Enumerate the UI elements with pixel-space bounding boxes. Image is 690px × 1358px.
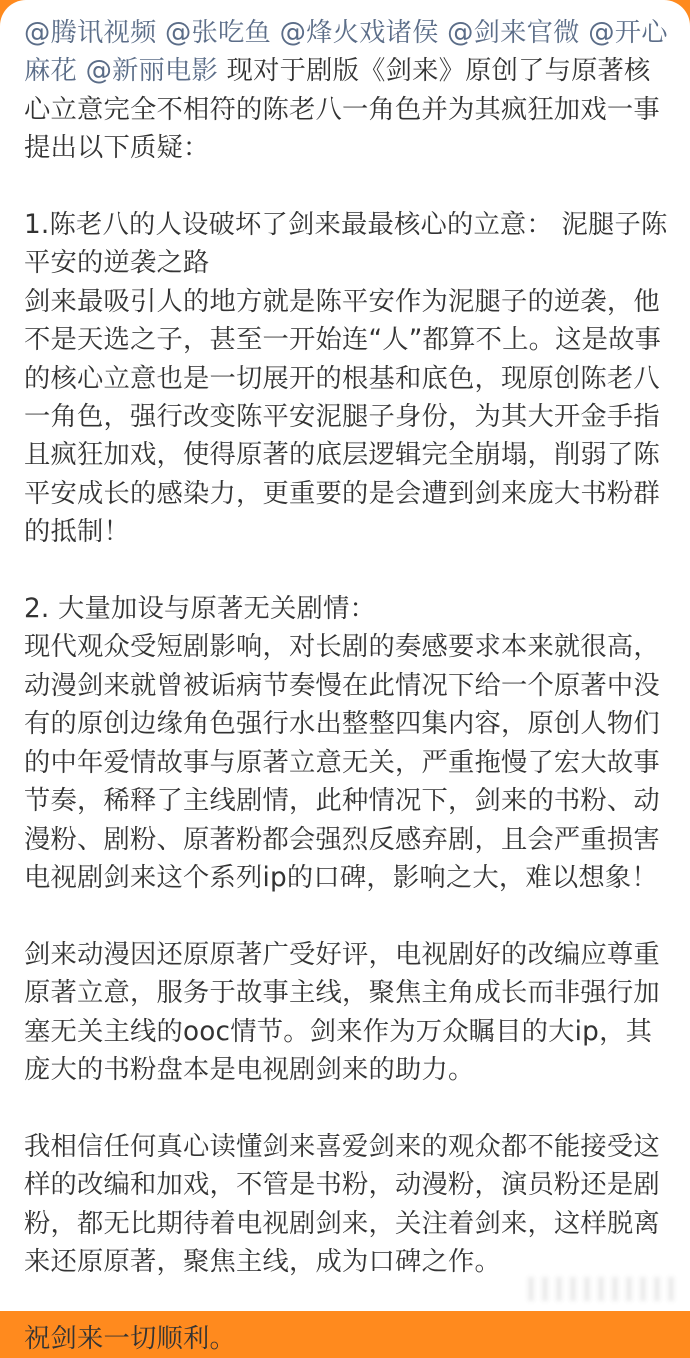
point-2-heading: 2. 大量加设与原著无关剧情： xyxy=(24,594,377,625)
mention-link[interactable]: @开心麻花 xyxy=(24,18,668,87)
closing-line: 祝剑来一切顺利。 xyxy=(24,1323,236,1354)
point-1-heading: 1.陈老八的人设破坏了剑来最最核心的立意： 泥腿子陈平安的逆袭之路 xyxy=(24,210,668,279)
mention-link[interactable]: @新丽电影 xyxy=(85,56,219,87)
post-body xyxy=(24,14,672,1358)
watermark xyxy=(528,1277,678,1301)
paragraph-4: 我相信任何真心读懂剑来喜爱剑来的观众都不能接受这样的改编和加戏，不管是书粉，动漫粉，演员粉还是剧粉，都无比期待着电视剧剑来，关注着剑来，这样脱离来还原原著，聚焦主线，成为口碑之作。 xyxy=(24,1131,660,1277)
intro-text: 现对于剧版《剑来》原创了与原著核心立意完全不相符的陈老八一角色并为其疯狂加戏一事提出以下质疑： xyxy=(24,56,660,164)
point-1 xyxy=(24,206,672,552)
mention-link[interactable]: @张吃鱼 xyxy=(165,18,272,48)
mention-link[interactable]: @腾讯视频 xyxy=(24,18,157,48)
point-2-body: 现代观众受短剧影响，对长剧的奏感要求本来就很高，动漫剑来就曾被诟病节奏慢在此情况下给一个原著中没有的原创边缘角色强行水出整整四集内容，原创人物们的中年爱情故事与原著立意无关，严重拖慢了宏大故事节奏，稀释了主线剧情，此种情况下，剑来的书粉、动漫粉、剧粉、原著粉都会强烈反感弃剧，且会严重损害电视剧剑来这个系列ip的口碑，影响之大，难以想象！ xyxy=(24,632,660,893)
mention-link[interactable]: @剑来官微 xyxy=(447,18,580,48)
paragraph-3: 剑来动漫因还原原著广受好评，电视剧好的改编应尊重原著立意，服务于故事主线，聚焦主角成长而非强行加塞无关主线的ooc情节。剑来作为万众瞩目的大ip，其庞大的书粉盘本是电视剧剑来的助力。 xyxy=(24,939,660,1085)
point-1-body: 剑来最吸引人的地方就是陈平安作为泥腿子的逆袭，他不是天选之子，甚至一开始连“人”都算不上。这是故事的核心立意也是一切展开的根基和底色，现原创陈老八一角色，强行改变陈平安泥腿子身份，为其大开金手指且疯狂加戏，使得原著的底层逻辑完全崩塌，削弱了陈平安成长的感染力，更重要的是会遭到剑来庞大书粉群的抵制！ xyxy=(24,286,662,548)
point-2 xyxy=(24,590,672,897)
intro-paragraph xyxy=(24,14,672,168)
mention-link[interactable]: @烽火戏诸侯 xyxy=(279,18,439,48)
